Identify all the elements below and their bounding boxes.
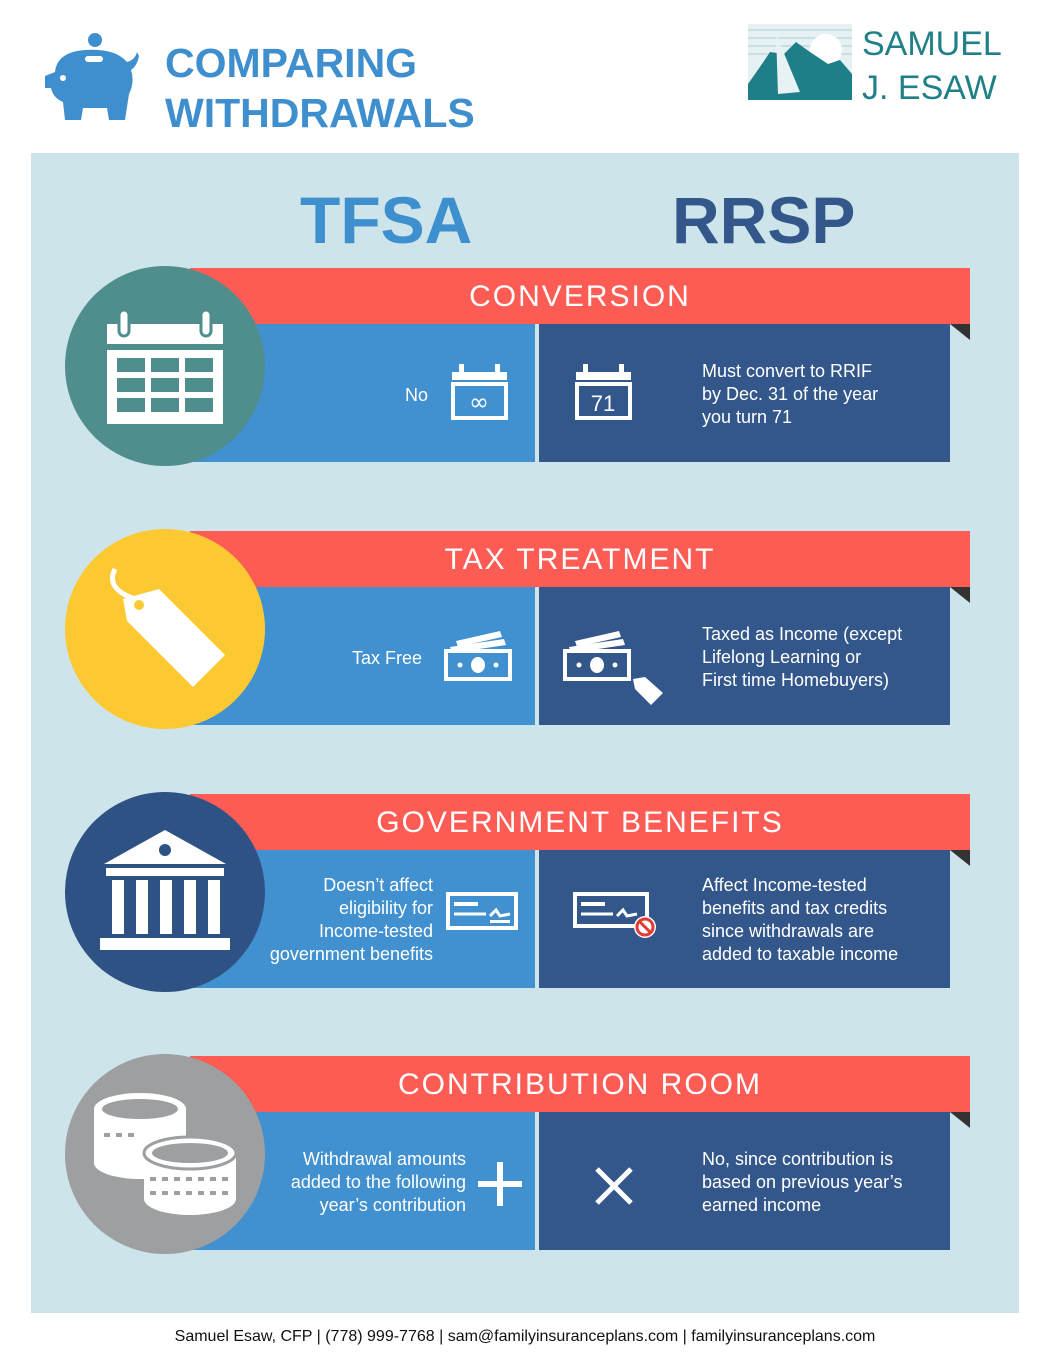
tfsa-text: Tax Free (352, 648, 423, 668)
text-line: earned income (702, 1195, 822, 1215)
cross-icon (594, 1166, 634, 1206)
text-line: Affect Income-tested (702, 875, 867, 895)
tag-circle (65, 529, 265, 729)
title-line: COMPARING (165, 40, 418, 86)
icon-text: 71 (590, 391, 616, 416)
logo-line: J. ESAW (862, 69, 997, 107)
title-line: WITHDRAWALS (165, 90, 475, 136)
tfsa-text (220, 1148, 466, 1217)
section-contribution-room (0, 1054, 1050, 1254)
text-line: Doesn’t affect (323, 875, 433, 895)
text-line: Must convert to RRIF (702, 361, 873, 381)
section-title: CONVERSION (190, 268, 970, 324)
price-tag-icon (95, 559, 235, 699)
age-71-calendar-icon (575, 364, 632, 420)
calendar-circle (65, 266, 265, 466)
section-conversion (0, 266, 1050, 466)
text-line: you turn 71 (702, 407, 793, 427)
text-line: Withdrawal amounts (302, 1149, 466, 1169)
text-line: Income-tested (318, 921, 433, 941)
tfsa-heading: TFSA (300, 183, 473, 257)
piggy-bank-icon (45, 32, 140, 124)
section-title: GOVERNMENT BENEFITS (190, 794, 970, 850)
calendar-icon (105, 306, 225, 426)
taxed-cash-icon (563, 629, 667, 705)
text-line: First time Homebuyers) (702, 670, 890, 690)
text-line: benefits and tax credits (702, 898, 888, 918)
fold-shadow (950, 587, 970, 603)
rrsp-text (702, 623, 902, 692)
page-title (165, 38, 475, 138)
svg-text:∞: ∞ (469, 388, 489, 416)
logo-line: SAMUEL (862, 25, 1002, 63)
cheque-denied-icon (573, 892, 659, 940)
cheque-icon (446, 892, 518, 930)
text-line: added to taxable income (702, 944, 899, 964)
footer-contact: Samuel Esaw, CFP | (778) 999-7768 | sam@familyinsuranceplans.com | familyinsuranceplans.com (174, 1328, 876, 1345)
fold-shadow (950, 324, 970, 340)
coins-icon (90, 1089, 240, 1219)
plus-icon (478, 1162, 522, 1206)
rrsp-heading: RRSP (672, 183, 856, 257)
section-tax-treatment (0, 529, 1050, 729)
sailboat-logo-icon (748, 24, 852, 100)
text-line: based on previous year’s (702, 1172, 903, 1192)
rrsp-text (702, 874, 898, 966)
tfsa-text (200, 874, 433, 966)
rrsp-text (702, 360, 878, 429)
text-line: eligibility for (338, 898, 433, 918)
section-government-benefits (0, 792, 1050, 992)
cash-icon (444, 629, 512, 681)
text-line: by Dec. 31 of the year (702, 384, 879, 404)
fold-shadow (950, 1112, 970, 1128)
text-line: government benefits (269, 944, 433, 964)
logo-text (862, 22, 1002, 110)
section-title: TAX TREATMENT (190, 531, 970, 587)
rrsp-text (702, 1148, 902, 1217)
text-line: year’s contribution (319, 1195, 466, 1215)
text-line: since withdrawals are (702, 921, 875, 941)
fold-shadow (950, 850, 970, 866)
text-line: Taxed as Income (except (702, 624, 903, 644)
tfsa-text: No (405, 385, 429, 405)
text-line: No, since contribution is (702, 1149, 894, 1169)
text-line: added to the following (290, 1172, 466, 1192)
infinity-calendar-icon (451, 364, 508, 420)
section-title: CONTRIBUTION ROOM (190, 1056, 970, 1112)
text-line: Lifelong Learning or (702, 647, 862, 667)
